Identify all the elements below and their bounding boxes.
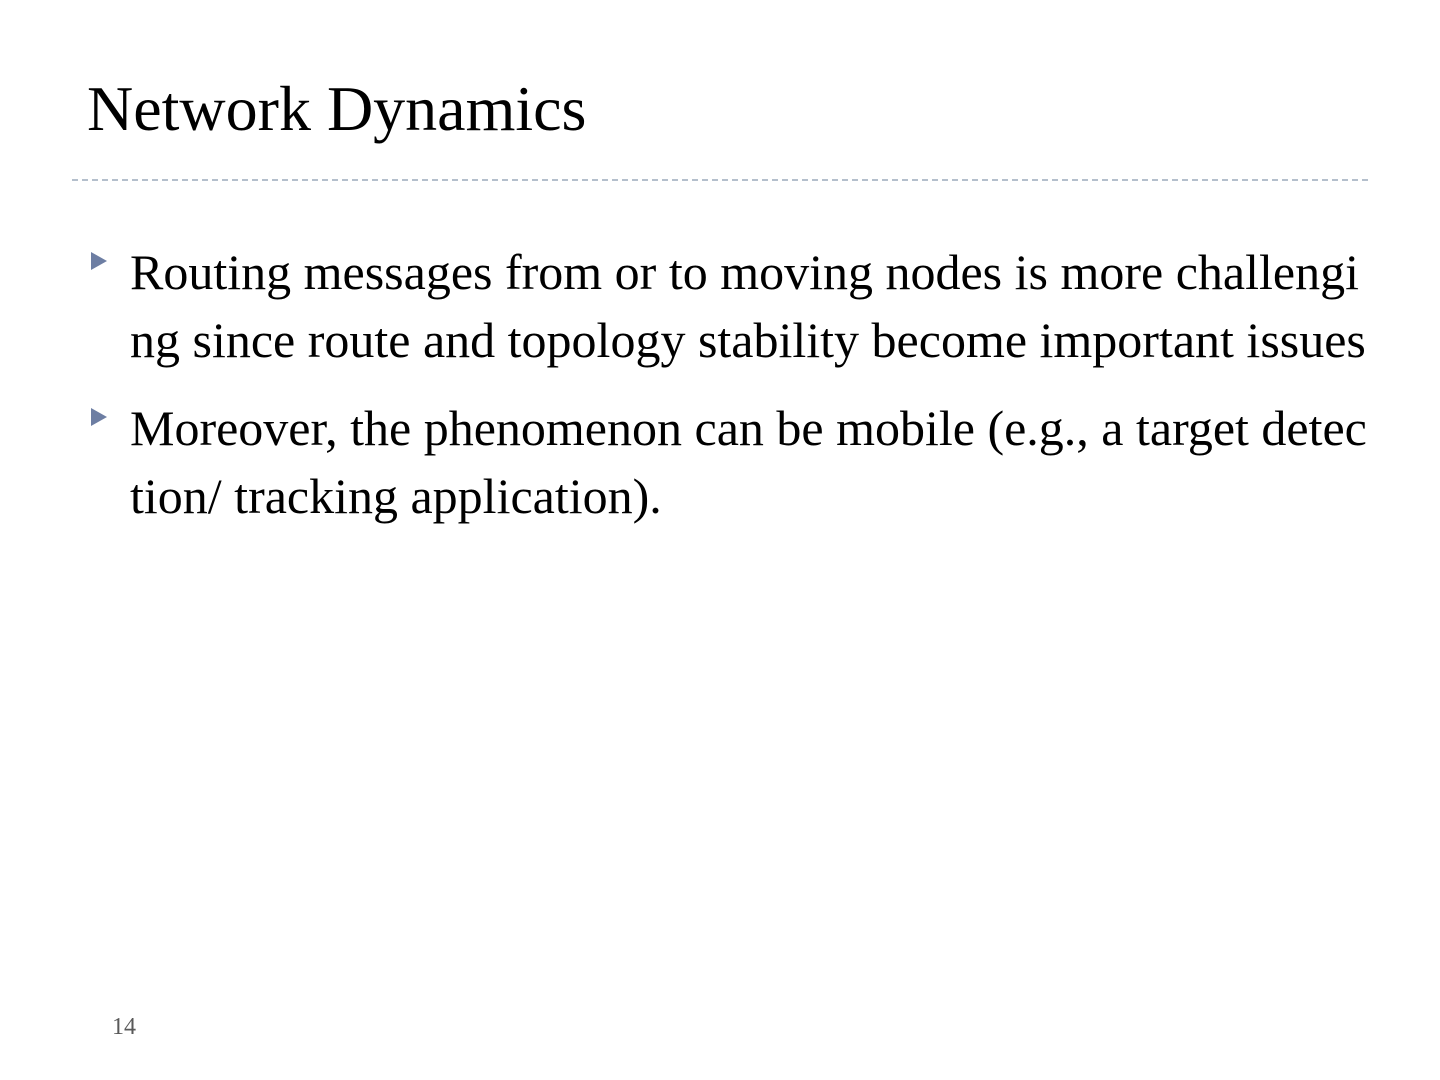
slide-title: Network Dynamics [87,73,587,144]
bullet-text: Routing messages from or to moving nodes is more challenging since route and topology stability become important issues [130,244,1366,368]
bullet-list [0,238,1440,550]
page-number: 14 [112,1014,136,1040]
bullet-item [0,238,1440,374]
bullet-text: Moreover, the phenomenon can be mobile (e.g., a target detection/ tracking application). [130,400,1367,524]
bullet-item [0,394,1440,530]
triangle-bullet-icon [91,408,107,426]
triangle-bullet-icon [91,252,107,270]
title-divider [72,179,1368,181]
